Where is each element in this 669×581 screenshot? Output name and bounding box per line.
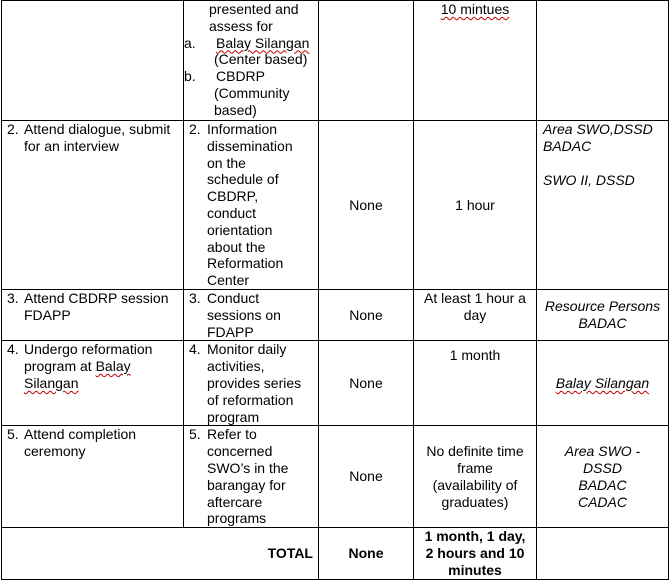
step-text-line: assess for (209, 17, 273, 34)
action-text-line: program at Balay (24, 358, 131, 375)
person-responsible-cell (537, 426, 669, 528)
table-row (2, 121, 669, 290)
table-row (2, 1, 669, 121)
person-responsible-cell: Balay Silangan (537, 341, 669, 426)
action-text-line: 2. Attend dialogue, submit (7, 121, 171, 137)
fees-cell: None (319, 290, 414, 341)
processing-time-cell (414, 1, 537, 121)
person-line: SWO II, DSSD (543, 171, 635, 188)
agency-action-cell (184, 426, 319, 528)
person-line: CADAC (577, 493, 627, 510)
total-label-cell: TOTAL (2, 528, 319, 579)
program-name: CBDRP (216, 68, 266, 85)
time-text: 10 mintues (440, 1, 510, 17)
action-text-line: 5. Attend completion (7, 426, 137, 443)
step-text: Information dissemination on the schedule of CBDRP, conduct orientation about the Reformation Center (207, 121, 293, 289)
processing-time-cell: At least 1 hour a day (414, 290, 537, 341)
fees-cell: None (319, 341, 414, 426)
program-list (184, 34, 314, 119)
person-line: Area SWO,DSSD (543, 121, 653, 137)
step-item: 4. Monitor daily activities, provides series of reformation program (187, 341, 318, 425)
table-row (2, 341, 669, 426)
person-line: DSSD (583, 459, 622, 476)
fees-cell: None (319, 121, 414, 290)
agency-action-cell (184, 341, 319, 426)
action-text-line: Silangan (24, 374, 79, 391)
fees-cell: None (319, 426, 414, 528)
table-row (2, 426, 669, 528)
program-note: (Community based) (214, 84, 290, 118)
person-responsible-cell: Resource Persons BADAC (537, 290, 669, 341)
person-line: BADAC (543, 137, 592, 154)
total-time-cell: 1 month, 1 day, 2 hours and 10 minutes (414, 528, 537, 579)
step-text: Monitor daily activities, provides series of reformation program (207, 341, 302, 425)
fees-cell (319, 1, 414, 121)
client-step-cell (2, 341, 184, 426)
processing-time-cell: 1 hour (414, 121, 537, 290)
services-table (1, 0, 669, 580)
agency-action-cell (184, 121, 319, 290)
action-text-line: 4. Undergo reformation (7, 341, 153, 358)
program-note: (Center based) (214, 51, 308, 68)
person-responsible-cell (537, 121, 669, 290)
person-line: BADAC (578, 476, 627, 493)
action-text-line: for an interview (24, 137, 119, 154)
step-item: 5. Refer to concerned SWO’s in the barangay for aftercare programs (187, 426, 318, 527)
action-text-line: 3. Attend CBDRP session (7, 290, 169, 306)
action-text-line: FDAPP (24, 306, 71, 323)
total-person-cell (537, 528, 669, 579)
list-item: a. Balay Silangan (184, 34, 310, 51)
step-text-line: presented and (209, 1, 299, 17)
step-text: Refer to concerned SWO’s in the barangay for aftercare programs (207, 426, 289, 527)
client-step-cell (2, 1, 184, 121)
table-row (2, 290, 669, 341)
total-fees-cell: None (319, 528, 414, 579)
table-row-total (2, 528, 669, 579)
client-step-cell (2, 121, 184, 290)
program-name: Balay Silangan (216, 34, 310, 51)
agency-action-cell (184, 1, 319, 121)
person-responsible-cell (537, 1, 669, 121)
person-line: Area SWO - (564, 443, 641, 460)
step-item: 3. Conduct sessions on FDAPP (187, 290, 318, 340)
list-item: b. CBDRP (184, 68, 266, 85)
client-step-cell (2, 426, 184, 528)
agency-action-cell (184, 290, 319, 341)
step-text: Conduct sessions on FDAPP (207, 290, 281, 340)
action-text-line: ceremony (24, 443, 86, 460)
processing-time-cell: No definite time frame (availability of graduates) (414, 426, 537, 528)
step-item: 2. Information dissemination on the schedule of CBDRP, conduct orientation about the Reformation Center (187, 121, 318, 289)
processing-time-cell: 1 month (414, 341, 537, 426)
client-step-cell (2, 290, 184, 341)
